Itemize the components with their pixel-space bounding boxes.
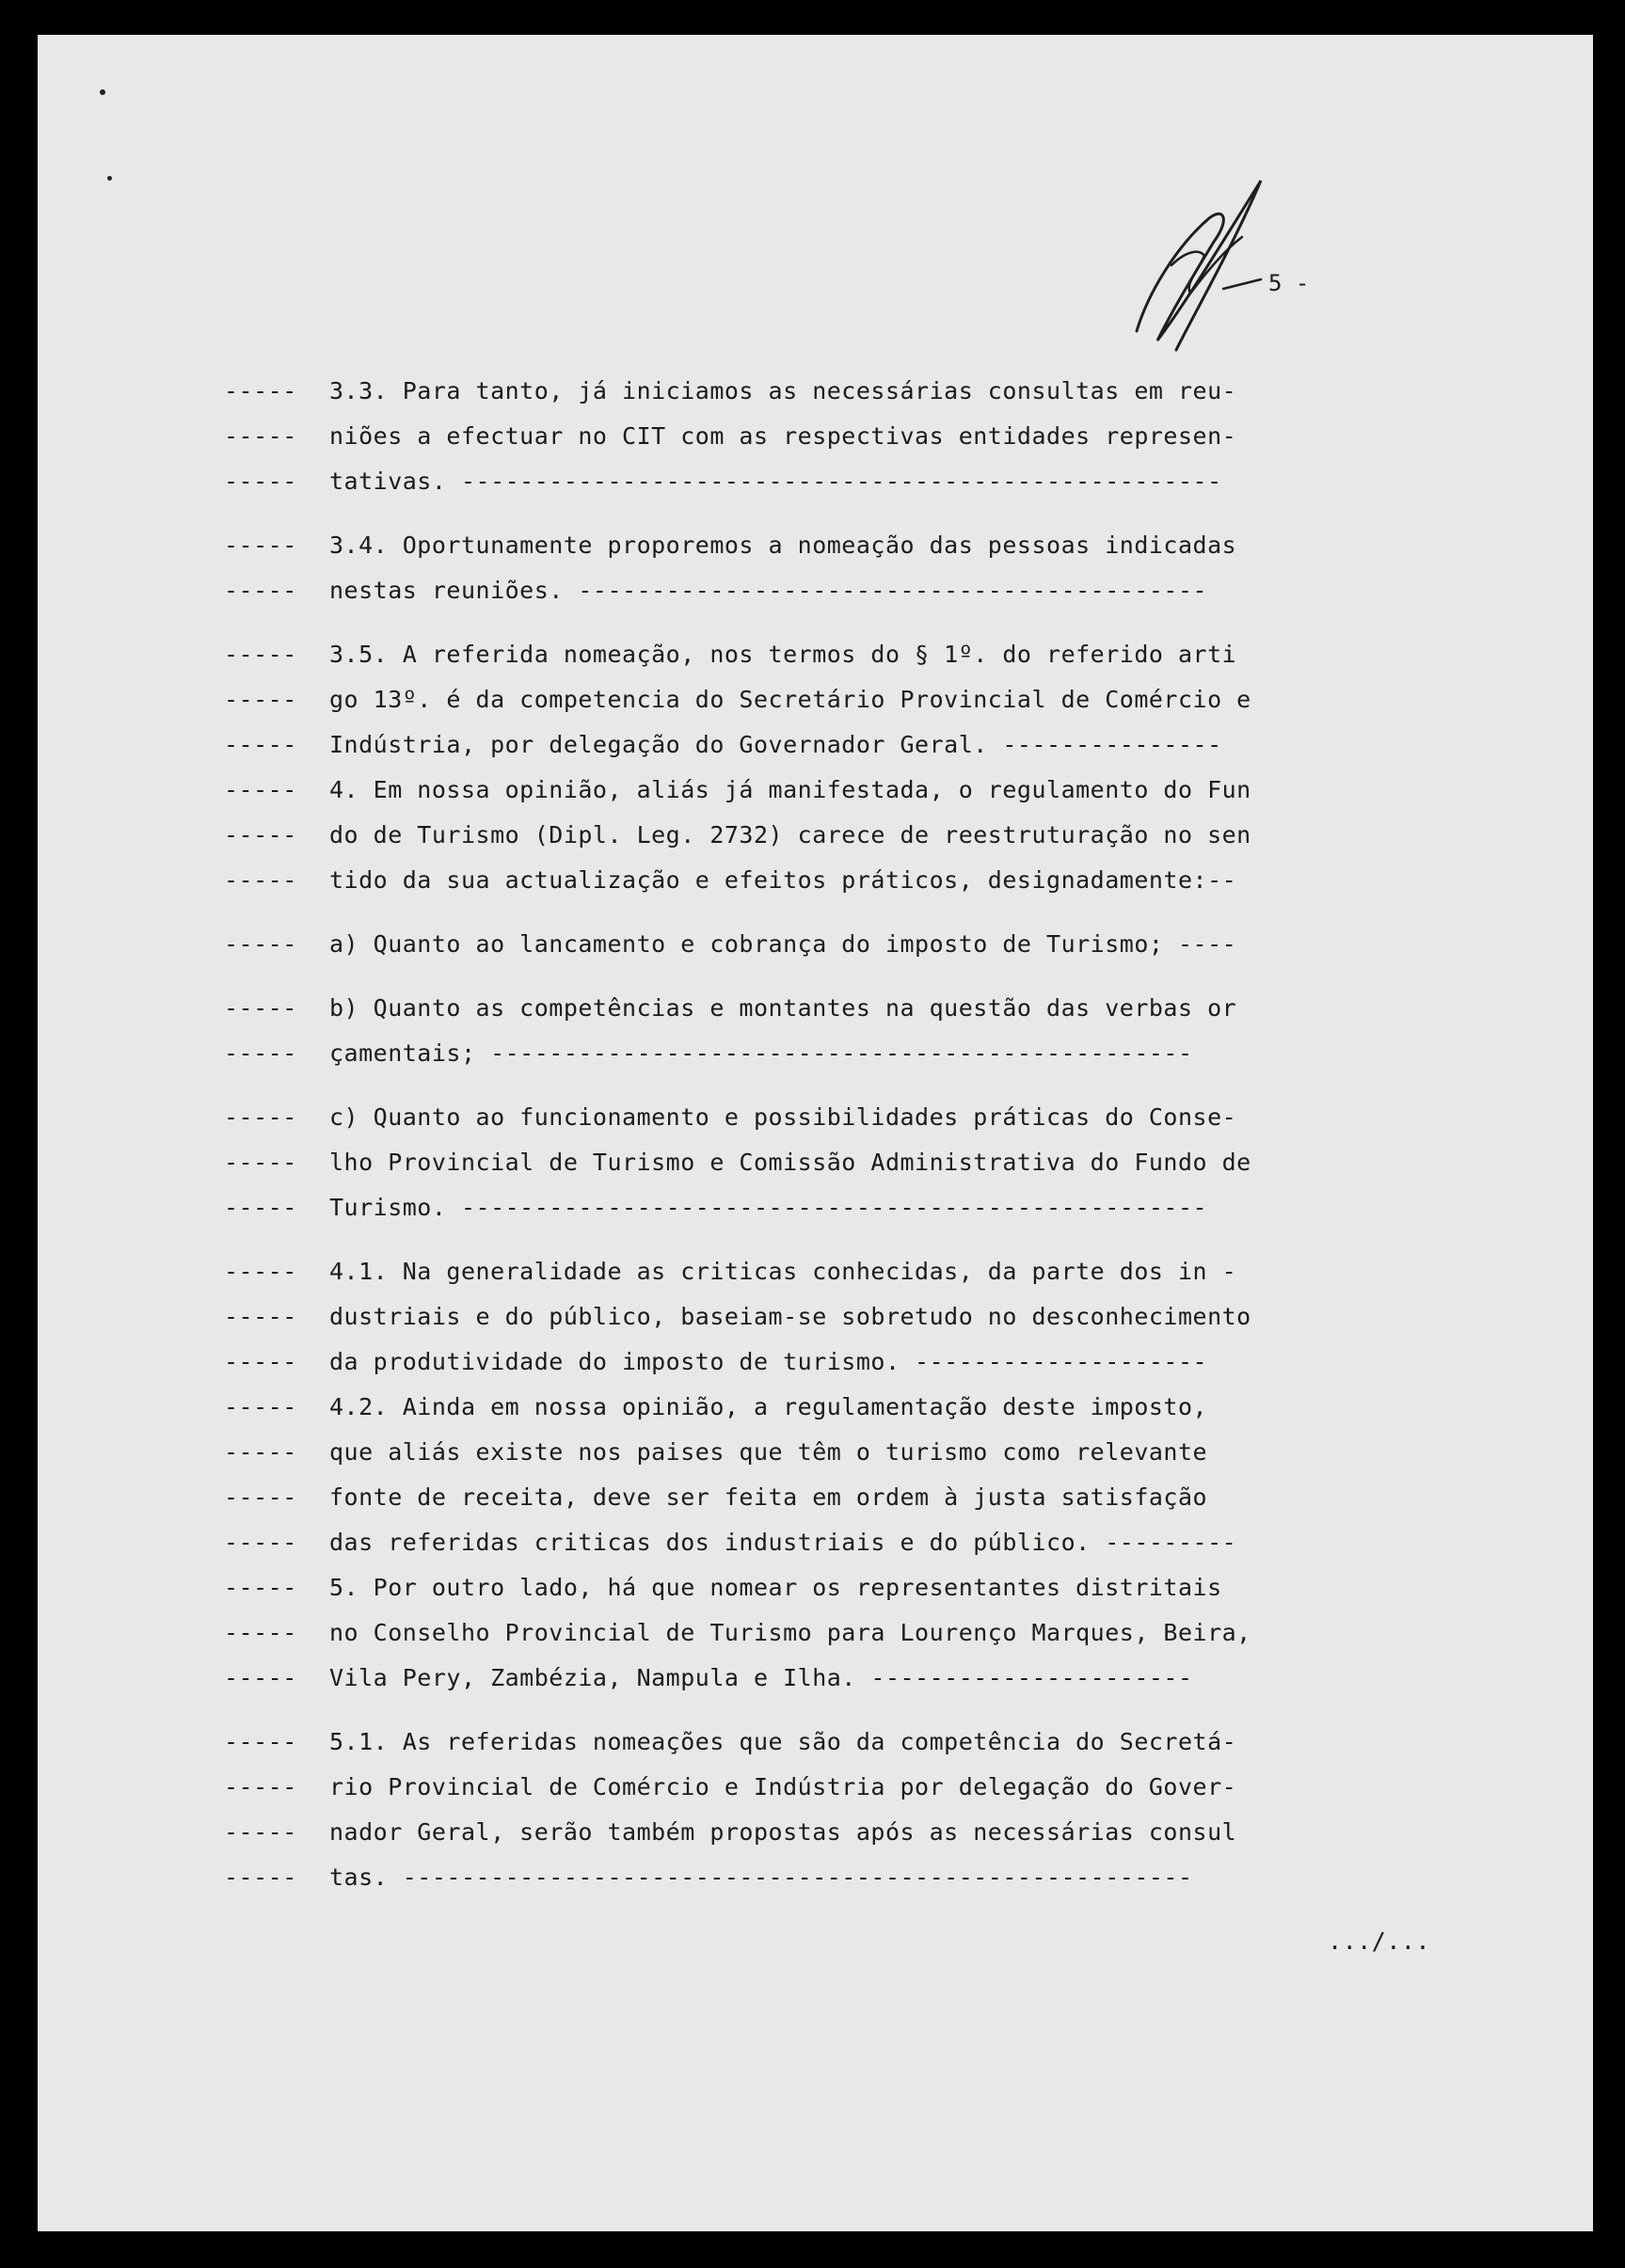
text-line — [224, 1430, 1430, 1475]
line-prefix: ----- — [224, 821, 297, 849]
text-line — [224, 1475, 1430, 1520]
text-line — [224, 414, 1430, 459]
line-prefix: ----- — [224, 422, 297, 450]
paper-speck — [107, 176, 112, 181]
handwritten-signature — [1120, 162, 1280, 369]
text-line — [224, 632, 1430, 677]
text-line — [224, 1720, 1430, 1765]
line-text: Vila Pery, Zambézia, Nampula e Ilha. ---------------------- — [329, 1664, 1193, 1691]
line-prefix: ----- — [224, 641, 297, 668]
line-text: Turismo. --------------------------------------------------- — [329, 1194, 1208, 1221]
text-line — [224, 813, 1430, 858]
text-line — [224, 568, 1430, 613]
text-line — [224, 1810, 1430, 1855]
line-text: go 13º. é da competencia do Secretário Provincial de Comércio e — [329, 686, 1251, 713]
text-line — [224, 1565, 1430, 1610]
continuation-marker: .../... — [1328, 1927, 1430, 1955]
continuation-line — [224, 1919, 1430, 1964]
line-text: nador Geral, serão também propostas após as necessárias consul — [329, 1818, 1237, 1846]
page-number: 5 - — [1268, 270, 1310, 296]
line-text: do de Turismo (Dipl. Leg. 2732) carece de reestruturação no sen — [329, 821, 1251, 849]
text-line — [224, 677, 1430, 722]
line-text: lho Provincial de Turismo e Comissão Administrativa do Fundo de — [329, 1149, 1251, 1176]
text-line — [224, 1520, 1430, 1565]
document-body — [224, 369, 1430, 1964]
line-text: da produtividade do imposto de turismo. -------------------- — [329, 1348, 1208, 1375]
line-prefix: ----- — [224, 377, 297, 404]
paper-speck — [100, 89, 105, 95]
line-text: que aliás existe nos paises que têm o turismo como relevante — [329, 1438, 1208, 1466]
text-line — [224, 858, 1430, 903]
line-prefix: ----- — [224, 994, 297, 1022]
text-line — [224, 1095, 1430, 1140]
line-prefix: ----- — [224, 1773, 297, 1800]
line-prefix: ----- — [224, 1258, 297, 1285]
line-text: 3.3. Para tanto, já iniciamos as necessárias consultas em reu- — [329, 377, 1237, 404]
text-line — [224, 922, 1430, 967]
line-prefix: ----- — [224, 1393, 297, 1420]
line-text: 3.4. Oportunamente proporemos a nomeação das pessoas indicadas — [329, 531, 1237, 559]
text-line — [224, 768, 1430, 813]
line-text: çamentais; ------------------------------------------------ — [329, 1039, 1193, 1067]
line-prefix: ----- — [224, 731, 297, 758]
text-line — [224, 1185, 1430, 1230]
line-prefix: ----- — [224, 468, 297, 495]
text-line — [224, 1340, 1430, 1385]
line-prefix: ----- — [224, 1303, 297, 1330]
line-prefix: ----- — [224, 1438, 297, 1466]
line-prefix: ----- — [224, 866, 297, 894]
line-prefix: ----- — [224, 1818, 297, 1846]
line-text: no Conselho Provincial de Turismo para Lourenço Marques, Beira, — [329, 1619, 1251, 1646]
line-text: 4.1. Na generalidade as criticas conhecidas, da parte dos in - — [329, 1258, 1237, 1285]
line-prefix: ----- — [224, 686, 297, 713]
line-prefix: ----- — [224, 1103, 297, 1131]
document-page — [38, 35, 1593, 2231]
text-line — [224, 1140, 1430, 1185]
text-line — [224, 1855, 1430, 1900]
line-prefix: ----- — [224, 531, 297, 559]
line-text: Indústria, por delegação do Governador Geral. --------------- — [329, 731, 1222, 758]
text-line — [224, 1610, 1430, 1656]
line-text: tas. ------------------------------------------------------ — [329, 1864, 1193, 1891]
line-text: tativas. ---------------------------------------------------- — [329, 468, 1222, 495]
line-text: 4. Em nossa opinião, aliás já manifestada, o regulamento do Fun — [329, 776, 1251, 803]
line-prefix: ----- — [224, 1664, 297, 1691]
text-line — [224, 1385, 1430, 1430]
line-prefix: ----- — [224, 1039, 297, 1067]
line-prefix: ----- — [224, 1483, 297, 1511]
line-text: 5. Por outro lado, há que nomear os representantes distritais — [329, 1574, 1222, 1601]
text-line — [224, 1294, 1430, 1340]
text-line — [224, 459, 1430, 504]
line-prefix: ----- — [224, 930, 297, 958]
line-text: a) Quanto ao lancamento e cobrança do imposto de Turismo; ---- — [329, 930, 1237, 958]
text-line — [224, 369, 1430, 414]
line-prefix: ----- — [224, 1619, 297, 1646]
line-prefix: ----- — [224, 1864, 297, 1891]
line-text: 4.2. Ainda em nossa opinião, a regulamentação deste imposto, — [329, 1393, 1208, 1420]
line-prefix: ----- — [224, 1149, 297, 1176]
line-prefix: ----- — [224, 577, 297, 604]
line-text: 5.1. As referidas nomeações que são da competência do Secretá- — [329, 1728, 1237, 1755]
line-text: nestas reuniões. ------------------------------------------- — [329, 577, 1208, 604]
line-text: rio Provincial de Comércio e Indústria por delegação do Gover- — [329, 1773, 1237, 1800]
text-line — [224, 722, 1430, 768]
line-text: b) Quanto as competências e montantes na questão das verbas or — [329, 994, 1237, 1022]
line-prefix: ----- — [224, 1529, 297, 1556]
line-prefix: ----- — [224, 1574, 297, 1601]
line-prefix: ----- — [224, 1348, 297, 1375]
line-text: 3.5. A referida nomeação, nos termos do § 1º. do referido arti — [329, 641, 1237, 668]
line-text: dustriais e do público, baseiam-se sobretudo no desconhecimento — [329, 1303, 1251, 1330]
line-prefix: ----- — [224, 1728, 297, 1755]
line-text: das referidas criticas dos industriais e do público. --------- — [329, 1529, 1237, 1556]
text-line — [224, 523, 1430, 568]
text-line — [224, 1656, 1430, 1701]
line-text: tido da sua actualização e efeitos práticos, designadamente:-- — [329, 866, 1237, 894]
line-prefix: ----- — [224, 1194, 297, 1221]
line-prefix: ----- — [224, 776, 297, 803]
line-text: c) Quanto ao funcionamento e possibilidades práticas do Conse- — [329, 1103, 1237, 1131]
line-text: niões a efectuar no CIT com as respectivas entidades represen- — [329, 422, 1237, 450]
text-line — [224, 986, 1430, 1031]
text-line — [224, 1031, 1430, 1076]
line-text: fonte de receita, deve ser feita em ordem à justa satisfação — [329, 1483, 1208, 1511]
text-line — [224, 1249, 1430, 1294]
text-line — [224, 1765, 1430, 1810]
